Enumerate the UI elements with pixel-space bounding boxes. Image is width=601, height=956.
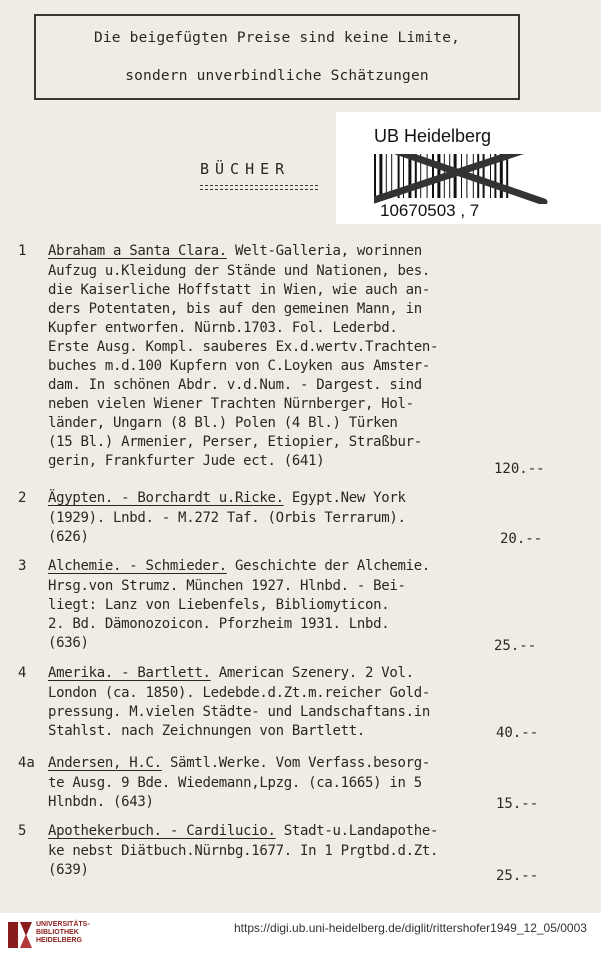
library-barcode-label bbox=[336, 112, 601, 224]
entry-head: Abraham a Santa Clara. bbox=[48, 243, 227, 259]
entry-line: Kupfer entworfen. Nürnb.1703. Fol. Lederbd. bbox=[48, 320, 398, 336]
label-number: 10670503 , 7 bbox=[380, 201, 480, 220]
entry-line bbox=[48, 664, 414, 683]
entry-line: (15 Bl.) Armenier, Perser, Etiopier, Straßbur- bbox=[48, 434, 422, 450]
entry-price: 20.-- bbox=[500, 531, 543, 547]
viewer-footer bbox=[0, 913, 601, 956]
notice-line-2: sondern unverbindliche Schätzungen bbox=[125, 68, 429, 84]
entry-head: Alchemie. - Schmieder. bbox=[48, 558, 227, 574]
entry-line: buches m.d.100 Kupfern von C.Loyken aus Amster- bbox=[48, 358, 431, 374]
entry-line bbox=[48, 822, 438, 841]
entry-number: 3 bbox=[18, 558, 27, 574]
library-name bbox=[36, 921, 90, 945]
entry-line: Erste Ausg. Kompl. sauberes Ex.d.wertv.Trachten- bbox=[48, 339, 439, 355]
entry-text: Egypt.New York bbox=[283, 490, 406, 506]
entry-line: liegt: Lanz von Liebenfels, Bibliomyticon. bbox=[48, 597, 390, 613]
entry-price: 40.-- bbox=[496, 725, 539, 741]
entry-text: Welt-Galleria, worinnen bbox=[226, 243, 422, 259]
library-name-line: HEIDELBERG bbox=[36, 937, 82, 944]
entry-line bbox=[48, 754, 430, 773]
entry-head: Apothekerbuch. - Cardilucio. bbox=[48, 823, 276, 839]
entry-line: (636) bbox=[48, 635, 89, 651]
entry-line bbox=[48, 557, 430, 576]
entry-text: Geschichte der Alchemie. bbox=[226, 558, 431, 574]
entry-line: die Kaiserliche Hoffstatt in Wien, wie auch an- bbox=[48, 282, 431, 298]
entry-line: (626) bbox=[48, 529, 89, 545]
entry-line: London (ca. 1850). Ledebde.d.Zt.m.reicher Gold- bbox=[48, 685, 431, 701]
entry-text: American Szenery. 2 Vol. bbox=[210, 665, 414, 681]
section-heading: BÜCHER bbox=[200, 160, 291, 178]
entry-text: Sämtl.Werke. Vom Verfass.besorg- bbox=[161, 755, 431, 771]
entry-price: 15.-- bbox=[496, 796, 539, 812]
entry-line bbox=[48, 242, 422, 261]
entry-line: (1929). Lnbd. - M.272 Taf. (Orbis Terrarum). bbox=[48, 510, 406, 526]
price-notice-box bbox=[34, 14, 520, 100]
entry-number: 1 bbox=[18, 243, 27, 259]
entry-line: te Ausg. 9 Bde. Wiedemann,Lpzg. (ca.1665) in 5 bbox=[48, 775, 422, 791]
entry-line: Aufzug u.Kleidung der Stände und Nationen, bes. bbox=[48, 263, 431, 279]
entry-price: 25.-- bbox=[494, 638, 537, 654]
entry-number: 2 bbox=[18, 490, 27, 506]
entry-line: länder, Ungarn (8 Bl.) Polen (4 Bl.) Türken bbox=[48, 415, 398, 431]
entry-line: neben vielen Wiener Trachten Nürnberger, Hol- bbox=[48, 396, 414, 412]
library-name-line: UNIVERSITÄTS- bbox=[36, 921, 90, 928]
entry-line: Stahlst. nach Zeichnungen von Bartlett. bbox=[48, 723, 366, 739]
entry-line: Hrsg.von Strumz. München 1927. Hlnbd. - Bei- bbox=[48, 578, 406, 594]
heading-underline bbox=[200, 185, 318, 190]
entry-line: ke nebst Diätbuch.Nürnbg.1677. In 1 Prgtbd.d.Zt. bbox=[48, 843, 439, 859]
entry-price: 120.-- bbox=[494, 461, 545, 477]
entry-text: Stadt-u.Landapothe- bbox=[275, 823, 439, 839]
entry-head: Amerika. - Bartlett. bbox=[48, 665, 211, 681]
permalink-url[interactable]: https://digi.ub.uni-heidelberg.de/diglit/rittershofer1949_12_05/0003 bbox=[234, 921, 587, 935]
entry-line: gerin, Frankfurter Jude ect. (641) bbox=[48, 453, 325, 469]
entry-head: Andersen, H.C. bbox=[48, 755, 162, 771]
notice-line-1: Die beigefügten Preise sind keine Limite, bbox=[93, 30, 461, 46]
label-institution: UB Heidelberg bbox=[374, 126, 492, 146]
barcode-icon bbox=[374, 154, 579, 204]
library-name-line: BIBLIOTHEK bbox=[36, 929, 79, 936]
entry-line bbox=[48, 489, 406, 508]
entry-line: ders Potentaten, bis auf den gemeinen Mann, in bbox=[48, 301, 422, 317]
entry-head: Ägypten. - Borchardt u.Ricke. bbox=[48, 490, 284, 506]
entry-line: (639) bbox=[48, 862, 89, 878]
entry-number: 4 bbox=[18, 665, 27, 681]
entry-number: 5 bbox=[18, 823, 27, 839]
entry-line: pressung. M.vielen Städte- und Landschaftans.in bbox=[48, 704, 431, 720]
entry-line: Hlnbdn. (643) bbox=[48, 794, 154, 810]
entry-line: dam. In schönen Abdr. v.d.Num. - Dargest. sind bbox=[48, 377, 422, 393]
entry-price: 25.-- bbox=[496, 868, 539, 884]
entry-line: 2. Bd. Dämonozoicon. Pforzheim 1931. Lnbd. bbox=[48, 616, 390, 632]
library-logo-icon bbox=[6, 920, 34, 950]
entry-number: 4a bbox=[18, 755, 35, 771]
